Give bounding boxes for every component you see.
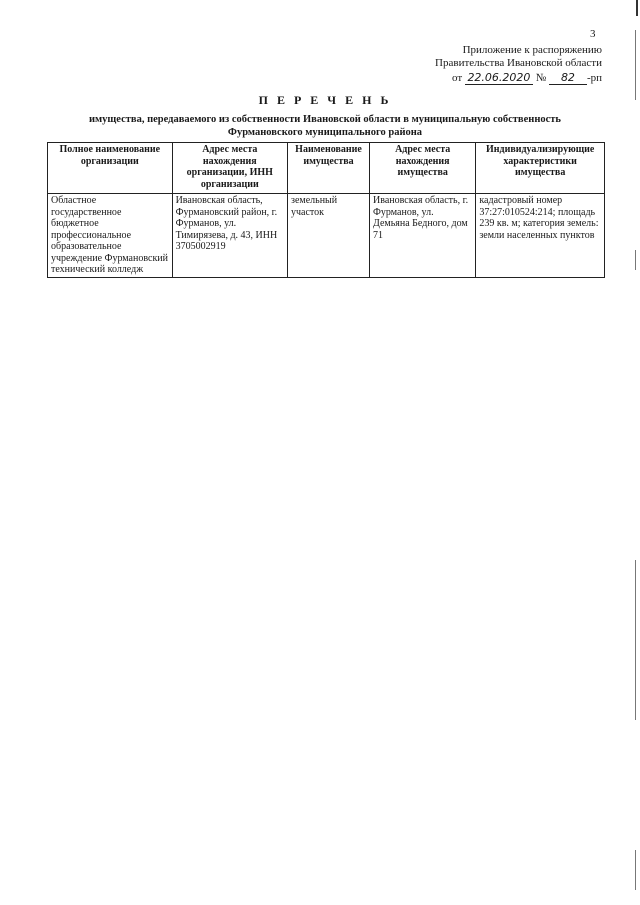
title-block [40,93,610,139]
property-table [47,142,605,278]
page-number: 3 [590,28,596,40]
table-header-row [48,143,605,194]
order-number: 82 [549,71,587,85]
number-sign: № [535,72,547,84]
order-line [435,71,602,85]
header-organization: Полное наименование организации [48,143,173,194]
scan-edge-mark [635,560,636,720]
order-suffix: -рп [586,72,602,84]
subtitle-line-1: имущества, передаваемого из собственности Ивановской области в муниципальную собственность [88,114,561,125]
order-date: 22.06.2020 [465,71,533,85]
document-title: П Е Р Е Ч Е Н Ь [258,93,392,107]
cell-org-address: Ивановская область, Фурмановский район, г. Фурманов, ул. Тимирязева, д. 43, ИНН 3705002919 [172,194,287,278]
appendix-header [435,44,602,85]
header-property-address: Адрес места нахождения имущества [370,143,476,194]
scan-edge-mark [636,0,638,16]
scan-edge-mark [635,30,636,100]
cell-property-name: земельный участок [288,194,370,278]
scan-edge-mark [635,250,636,270]
appendix-line-2: Правительства Ивановской области [435,57,602,69]
cell-organization: Областное государственное бюджетное профессиональное образовательное учреждение Фурмановский технический колледж [48,194,173,278]
table-row [48,194,605,278]
cell-property-address: Ивановская область, г. Фурманов, ул. Демьяна Бедного, дом 71 [370,194,476,278]
appendix-line-1: Приложение к распоряжению [462,44,602,56]
header-property-name: Наименование имущества [288,143,370,194]
order-prefix: от [452,72,463,84]
header-characteristics: Индивидуализирующие характеристики имущества [476,143,605,194]
subtitle-line-2: Фурмановского муниципального района [227,127,423,138]
scan-edge-mark [635,850,636,890]
header-org-address: Адрес места нахождения организации, ИНН организации [172,143,287,194]
document-subtitle [40,113,610,139]
cell-characteristics: кадастровый номер 37:27:010524:214; площадь 239 кв. м; категория земель: земли населенных пунктов [476,194,605,278]
